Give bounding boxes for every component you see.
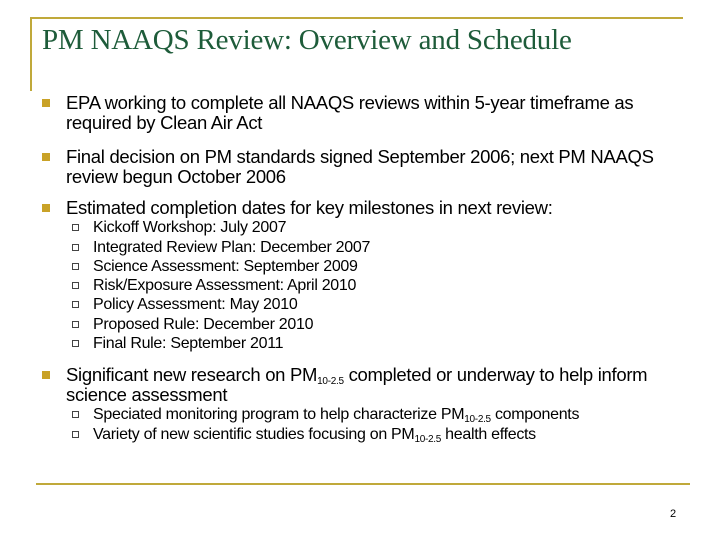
sub-bullet-item [72,315,672,335]
bullet-item [42,147,682,187]
slide-title: PM NAAQS Review: Overview and Schedule [42,24,572,56]
sub-bullet-text: Variety of new scientific studies focusing on $PM_{10-2.5}$ health effects [93,426,536,445]
hollow-square-bullet-icon [72,224,79,231]
sub-bullet-item [72,276,672,296]
sub-bullet-text: Policy Assessment: May 2010 [93,296,298,313]
sub-bullet-text: Risk/Exposure Assessment: April 2010 [93,277,357,294]
sub-bullet-item [72,238,672,258]
hollow-square-bullet-icon [72,340,79,347]
bullet-text: Significant new research on $PM_{10-2.5}$ completed or underway to help inform science assessment [66,364,648,405]
hollow-square-bullet-icon [72,282,79,289]
hollow-square-bullet-icon [72,411,79,418]
sub-bullet-item [72,257,672,277]
bullet-text: EPA working to complete all NAAQS reviews within 5-year timeframe as required by Clean Air Act [66,92,634,133]
title-rule [30,17,683,19]
bullet-item [42,198,682,218]
hollow-square-bullet-icon [72,244,79,251]
sub-bullet-text: Science Assessment: September 2009 [93,258,358,275]
hollow-square-bullet-icon [72,263,79,270]
bullet-item [42,93,682,133]
sub-bullet-item [72,218,672,238]
hollow-square-bullet-icon [72,301,79,308]
sub-bullet-text: Speciated monitoring program to help characterize $PM_{10-2.5}$ components [93,406,580,425]
sub-bullet-item [72,334,672,354]
sub-bullet-text: Final Rule: September 2011 [93,335,284,352]
bullet-text: Estimated completion dates for key milestones in next review: [66,197,553,218]
title-vertical-rule [30,17,32,91]
page-number: 2 [670,508,677,520]
bullet-item [42,365,682,405]
square-bullet-icon [42,99,50,107]
hollow-square-bullet-icon [72,431,79,438]
sub-bullet-item [72,295,672,315]
sub-bullet-text: Proposed Rule: December 2010 [93,315,314,333]
square-bullet-icon [42,153,50,161]
footer-rule [36,483,690,485]
square-bullet-icon [42,204,50,212]
sub-bullet-text: Integrated Review Plan: December 2007 [93,238,371,256]
hollow-square-bullet-icon [72,321,79,328]
square-bullet-icon [42,371,50,379]
sub-bullet-text: Kickoff Workshop: July 2007 [93,219,287,236]
sub-bullet-item [72,425,672,445]
sub-bullet-item [72,405,672,425]
bullet-text: Final decision on PM standards signed September 2006; next PM NAAQS review begun October 2006 [66,146,654,187]
